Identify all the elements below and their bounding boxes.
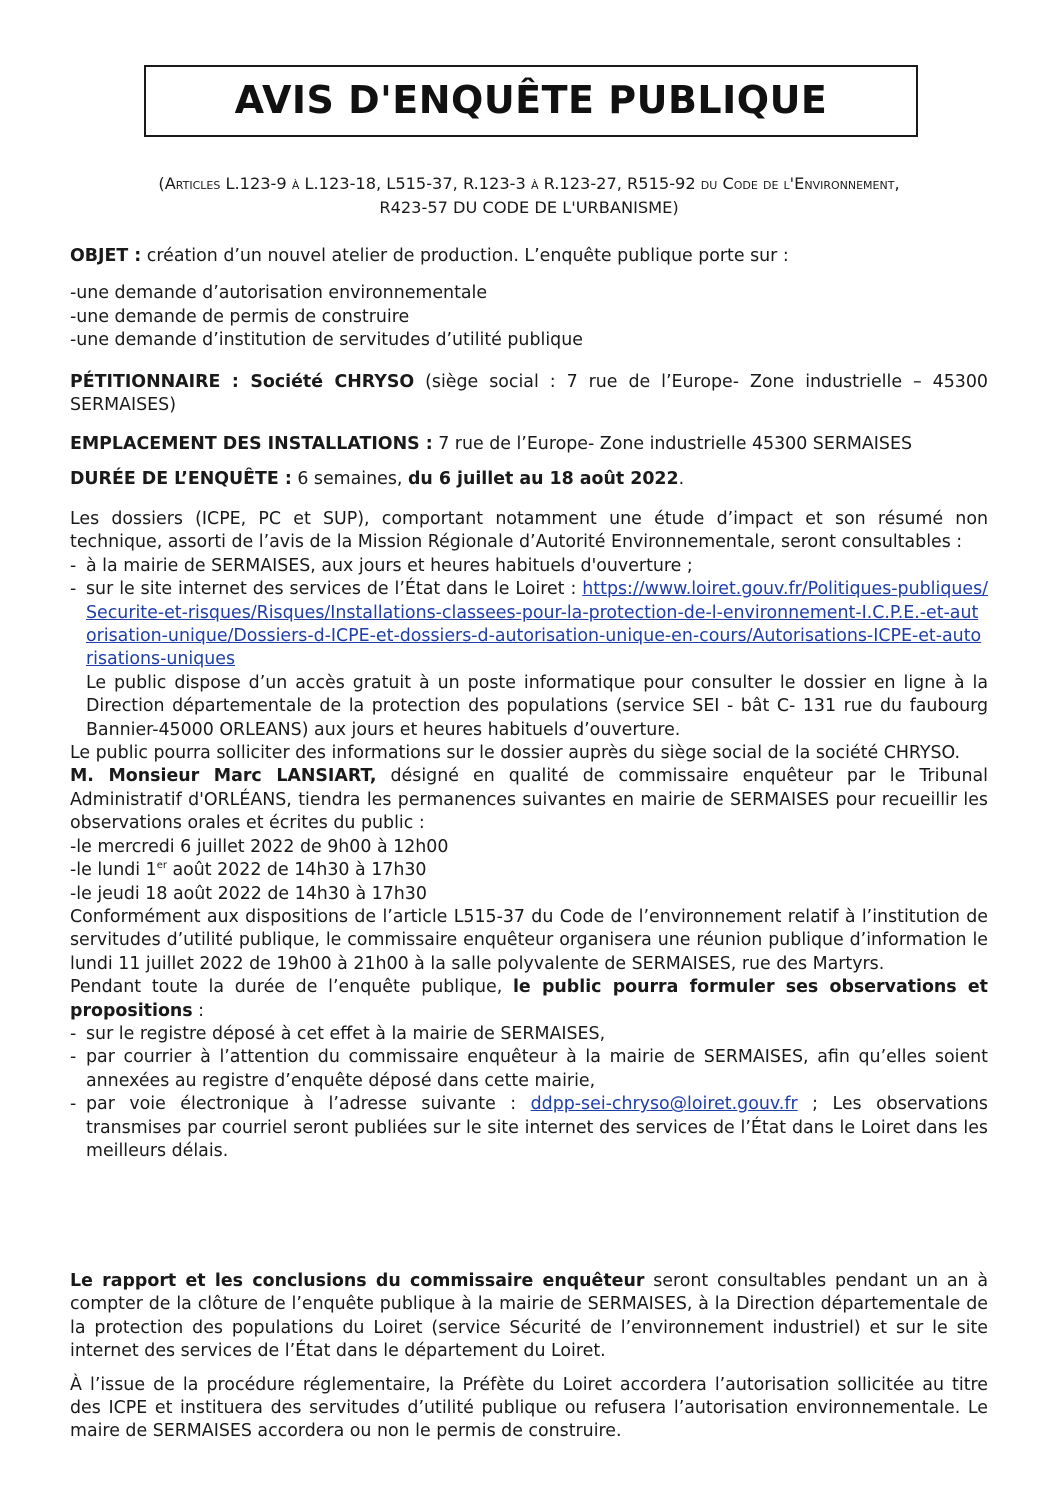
observations-intro: Pendant toute la durée de l’enquête publique, [70,977,513,998]
objet-item: -une demande d’institution de servitudes d’utilité publique [70,330,583,351]
emplacement-label: EMPLACEMENT DES INSTALLATIONS : [70,434,433,454]
duree-text: 6 semaines, [291,469,408,489]
commissaire-text: désigné en qualité de commissaire enquêteur par le Tribunal Administratif d'ORLÉANS, tiendra les permanences suivantes en mairie de SERMAISES pour recueillir les observations orales et écrites du public : [70,766,988,834]
petitionnaire-section [70,371,988,418]
issue-text: À l’issue de la procédure réglementaire, la Préfète du Loiret accordera l’autorisation sollicitée au titre des ICPE et instituera des servitudes d’utilité publique ou refusera l’autorisation environnementale. Le maire de SERMAISES accordera ou non le permis de construire. [70,1374,988,1442]
legal-references-line1: (Articles L.123-9 à L.123-18, L515-37, R.123-3 à R.123-27, R515-92 du Code de l'Environnement, [158,174,900,193]
observations-item-email: - par voie électronique à l’adresse suivante : ddpp-sei-chryso@loiret.gouv.fr ; Les observations transmises par courriel seront publiées sur le site internet des services de l’État dans le Loiret dans les meilleurs délais. [70,1094,988,1161]
duree-section [70,468,988,491]
dossiers-item-mairie: - à la mairie de SERMAISES, aux jours et heures habituels d'ouverture ; [70,555,693,576]
objet-item: -une demande d’autorisation environnementale [70,283,488,304]
duree-dates: du 6 juillet au 18 août 2022 [407,469,679,489]
petitionnaire-company: Société CHRYSO [238,372,415,392]
email-link[interactable]: ddpp-sei-chryso@loiret.gouv.fr [530,1094,798,1115]
observations-item-registre: - sur le registre déposé à cet effet à la mairie de SERMAISES, [70,1023,606,1044]
page-title: AVIS D'ENQUÊTE PUBLIQUE [234,78,828,123]
duree-label: DURÉE DE L’ENQUÊTE : [70,469,292,489]
dossiers-item-site: - sur le site internet des services de l’État dans le Loiret : https://www.loiret.gouv.fr/Politiques-publiques/Securite-et-risques/Risques/Installations-classees-pour-la-protection-de-l-environnement-I.C.P.E.-et-autorisation-unique/Dossiers-d-ICPE-et-dossiers-d-autorisation-unique-en-cours/Autorisations-ICPE-et-autorisations-uniques [70,579,988,670]
petitionnaire-label: PÉTITIONNAIRE : [70,372,239,392]
reunion-text: Conformément aux dispositions de l’article L515-37 du Code de l’environnement relatif à l’institution de servitudes d’utilité publique, le commissaire enquêteur organisera une réunion publique d’information le lundi 11 juillet 2022 de 19h00 à 21h00 à la salle polyvalente de SERMAISES, rue des Martyrs. [70,906,988,974]
title-box [144,65,918,137]
objet-label: OBJET : [70,246,142,266]
observations-list [70,1023,988,1163]
commissaire-name: M. Monsieur Marc LANSIART, [70,766,377,787]
rapport-text: seront consultables pendant un an à compter de la clôture de l’enquête publique à la mairie de SERMAISES, à la Direction départementale de la protection des populations du Loiret (service Sécurité de l’environnement industriel) et sur le site internet des services de l’État dans le département du Loiret. [70,1271,988,1362]
rapport-section [70,1270,988,1444]
emplacement-section [70,433,988,456]
legal-references [70,172,988,220]
objet-text: création d’un nouvel atelier de production. L’enquête publique porte sur : [141,246,789,266]
observations-intro-end: : [192,1000,205,1021]
dossiers-list [70,555,988,672]
dossiers-intro: Les dossiers (ICPE, PC et SUP), comportant notamment une étude d’impact et son résumé non technique, assorti de l’avis de la Mission Régionale d’Autorité Environnementale, seront consultables : [70,509,988,553]
objet-item: -une demande de permis de construire [70,306,410,327]
permanence-1: -le mercredi 6 juillet 2022 de 9h00 à 12h00 [70,836,449,857]
dossiers-section [70,508,988,1163]
observations-item-courrier: - par courrier à l’attention du commissaire enquêteur à la mairie de SERMAISES, afin qu’elles soient annexées au registre d’enquête déposé dans cette mairie, [70,1047,988,1091]
permanence-2: -le lundi 1er août 2022 de 14h30 à 17h30 [70,860,427,881]
legal-references-line2: R423-57 DU CODE DE L'URBANISME) [379,198,679,217]
objet-section [70,245,988,353]
dossiers-url-link[interactable]: https://www.loiret.gouv.fr/Politiques-publiques/Securite-et-risques/Risques/Installations-classees-pour-la-protection-de-l-environnement-I.C.P.E.-et-autorisation-unique/Dossiers-d-ICPE-et-dossiers-d-autorisation-unique-en-cours/Autorisations-ICPE-et-autorisations-uniques [86,579,988,670]
duree-end: . [678,469,685,489]
permanence-3: -le jeudi 18 août 2022 de 14h30 à 17h30 [70,883,427,904]
petitionnaire-text: (siège social : 7 rue de l’Europe- Zone industrielle – 45300 SERMAISES) [70,372,988,416]
objet-list [70,282,988,352]
rapport-bold: Le rapport et les conclusions du commissaire enquêteur [70,1271,645,1291]
emplacement-text: 7 rue de l’Europe- Zone industrielle 45300 SERMAISES [432,434,913,454]
observations-intro-bold: le public pourra formuler ses observations et propositions [70,977,988,1021]
dossiers-siege: Le public pourra solliciter des informations sur le dossier auprès du siège social de la société CHRYSO. [70,743,961,764]
dossiers-poste: Le public dispose d’un accès gratuit à un poste informatique pour consulter le dossier en ligne à la Direction départementale de la protection des populations (service SEI - bât C- 131 rue du faubourg Bannier-45000 ORLEANS) aux jours et heures habituels d’ouverture. [86,672,988,740]
